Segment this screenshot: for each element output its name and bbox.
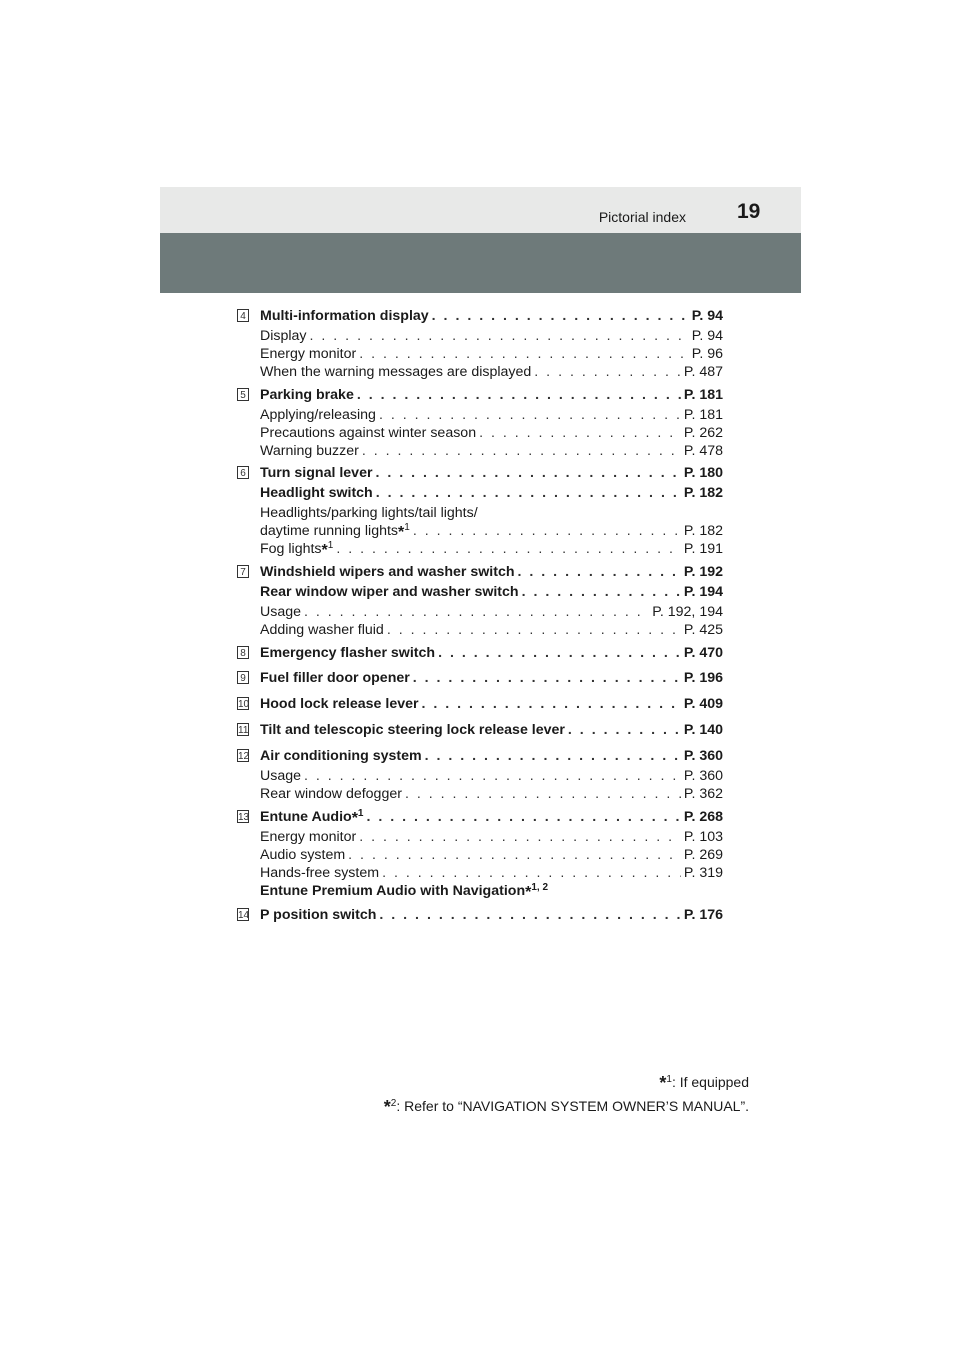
entry-label bbox=[260, 407, 376, 423]
entry-label-text: Hood lock release lever bbox=[260, 696, 419, 712]
header-dark-band bbox=[160, 233, 801, 293]
footnote-2 bbox=[384, 1097, 749, 1118]
leader-dots bbox=[357, 387, 681, 403]
leader-dots bbox=[382, 865, 681, 881]
page-reference: P. 360 bbox=[683, 748, 723, 764]
leader-dots bbox=[348, 847, 681, 863]
item-number-badge: 13 bbox=[238, 812, 250, 823]
entry-label bbox=[260, 670, 410, 686]
entry-label-text: Rear window wiper and washer switch bbox=[260, 584, 519, 600]
index-subentry bbox=[260, 829, 723, 847]
index-entry bbox=[260, 907, 723, 927]
leader-dots bbox=[304, 768, 681, 784]
index-entry bbox=[260, 883, 723, 903]
entry-label bbox=[260, 865, 379, 881]
entry-label-text: Entune Audio bbox=[260, 809, 352, 825]
entry-label bbox=[260, 645, 435, 661]
entry-label bbox=[260, 883, 548, 902]
leader-dots bbox=[438, 645, 681, 661]
index-subentry bbox=[260, 328, 723, 346]
entry-label bbox=[260, 722, 565, 738]
entry-label bbox=[260, 786, 402, 802]
entry-label-text: Turn signal lever bbox=[260, 465, 373, 481]
entry-label bbox=[260, 443, 359, 459]
index-entry bbox=[260, 564, 723, 584]
page-reference: P. 182 bbox=[683, 523, 723, 539]
index-entry bbox=[260, 308, 723, 328]
entry-label bbox=[260, 541, 333, 560]
entry-label bbox=[260, 364, 531, 380]
page-reference: P. 96 bbox=[691, 346, 723, 362]
entry-label bbox=[260, 465, 372, 481]
leader-dots bbox=[413, 523, 681, 539]
leader-dots bbox=[413, 670, 681, 686]
page-reference: P. 180 bbox=[683, 465, 723, 481]
index-entry bbox=[260, 696, 723, 716]
entry-label-text: daytime running lights bbox=[260, 523, 399, 539]
asterisk-icon: * bbox=[525, 884, 532, 901]
entry-label-text: Rear window defogger bbox=[260, 786, 402, 802]
item-number-badge: 6 bbox=[237, 466, 249, 479]
entry-label-text: Emergency flasher switch bbox=[260, 645, 436, 661]
footnote-1 bbox=[659, 1073, 749, 1094]
entry-label-text: Energy monitor bbox=[260, 346, 357, 362]
index-subentry bbox=[260, 407, 723, 425]
entry-label-text: Air conditioning system bbox=[260, 748, 422, 764]
entry-label-text: Usage bbox=[260, 768, 302, 784]
footnote-mark: 1 bbox=[666, 1074, 672, 1085]
entry-label-text: Adding washer fluid bbox=[260, 622, 384, 638]
entry-label bbox=[260, 829, 356, 845]
entry-label bbox=[260, 584, 519, 600]
leader-dots bbox=[518, 564, 681, 580]
entry-label-text: Energy monitor bbox=[260, 829, 357, 845]
page-reference: P. 181 bbox=[683, 387, 723, 403]
leader-dots bbox=[379, 907, 680, 923]
entry-label-text: Windshield wipers and washer switch bbox=[260, 564, 515, 580]
item-number-badge: 12 bbox=[238, 751, 250, 762]
index-subentry bbox=[260, 346, 723, 364]
leader-dots bbox=[375, 465, 680, 481]
page-reference: P. 425 bbox=[683, 622, 723, 638]
leader-dots bbox=[568, 722, 681, 738]
index-entry bbox=[260, 465, 723, 485]
index-entry bbox=[260, 387, 723, 407]
entry-label-text: P position switch bbox=[260, 907, 377, 923]
item-number-badge: 5 bbox=[237, 388, 249, 401]
entry-label bbox=[260, 485, 373, 501]
entry-label bbox=[260, 387, 354, 403]
asterisk-icon: * bbox=[321, 542, 328, 559]
entry-label-text: Entune Premium Audio with Navigation bbox=[260, 883, 526, 899]
index-entry bbox=[260, 748, 723, 768]
leader-dots bbox=[405, 786, 681, 802]
entry-label bbox=[260, 847, 345, 863]
leader-dots bbox=[522, 584, 681, 600]
leader-dots bbox=[379, 407, 681, 423]
page-reference: P. 194 bbox=[683, 584, 723, 600]
leader-dots bbox=[304, 604, 649, 620]
page-reference: P. 470 bbox=[683, 645, 723, 661]
footnote-ref: 1, 2 bbox=[531, 882, 549, 893]
leader-dots bbox=[425, 748, 681, 764]
leader-dots bbox=[432, 308, 689, 324]
index-subentry bbox=[260, 865, 723, 883]
entry-label-text: Multi-information display bbox=[260, 308, 429, 324]
entry-label-text: Display bbox=[260, 328, 307, 344]
page-reference: P. 409 bbox=[683, 696, 723, 712]
page-reference: P. 268 bbox=[683, 809, 723, 825]
footnote-ref: 1 bbox=[357, 808, 364, 819]
entry-label bbox=[260, 328, 307, 344]
item-number-badge: 11 bbox=[238, 725, 249, 736]
footnote-text: : If equipped bbox=[671, 1074, 749, 1090]
entry-label bbox=[260, 907, 376, 923]
entry-label bbox=[260, 768, 301, 784]
page-number: 19 bbox=[737, 200, 761, 223]
page-reference: P. 319 bbox=[683, 865, 723, 881]
asterisk-icon: * bbox=[659, 1073, 667, 1093]
page-reference: P. 192 bbox=[683, 564, 723, 580]
entry-label-text: Hands-free system bbox=[260, 865, 380, 881]
leader-dots bbox=[336, 541, 681, 557]
entry-label-text: Usage bbox=[260, 604, 302, 620]
index-entry bbox=[260, 670, 723, 690]
index-entry bbox=[260, 722, 723, 742]
entry-label bbox=[260, 809, 363, 828]
page-reference: P. 360 bbox=[683, 768, 723, 784]
entry-label-text: Applying/releasing bbox=[260, 407, 376, 423]
page-reference: P. 362 bbox=[683, 786, 723, 802]
entry-label-text: Parking brake bbox=[260, 387, 354, 403]
page-reference: P. 487 bbox=[683, 364, 723, 380]
asterisk-icon: * bbox=[383, 1097, 391, 1117]
item-number-badge: 14 bbox=[238, 910, 250, 921]
entry-label bbox=[260, 425, 476, 441]
leader-dots bbox=[479, 425, 681, 441]
page-reference: P. 191 bbox=[683, 541, 723, 557]
leader-dots bbox=[362, 443, 681, 459]
leader-dots bbox=[366, 809, 680, 825]
footnote-ref: 1 bbox=[327, 540, 334, 551]
section-title: Pictorial index bbox=[598, 209, 686, 225]
entry-label-text: When the warning messages are displayed bbox=[260, 364, 532, 380]
page-reference: P. 478 bbox=[683, 443, 723, 459]
page-reference: P. 196 bbox=[683, 670, 723, 686]
entry-label bbox=[260, 505, 478, 521]
index-subentry bbox=[260, 425, 723, 443]
index-subentry bbox=[260, 364, 723, 382]
entry-label-text: Headlight switch bbox=[260, 485, 373, 501]
index-subentry bbox=[260, 541, 723, 559]
entry-label bbox=[260, 308, 429, 324]
entry-label bbox=[260, 346, 356, 362]
entry-label bbox=[260, 604, 301, 620]
index-entry bbox=[260, 485, 723, 505]
entry-label-text: Precautions against winter season bbox=[260, 425, 477, 441]
page-reference: P. 181 bbox=[683, 407, 723, 423]
entry-label-text: Warning buzzer bbox=[260, 443, 359, 459]
page-reference: P. 262 bbox=[683, 425, 723, 441]
entry-label-text: Headlights/parking lights/tail lights/ bbox=[260, 505, 478, 521]
page-reference: P. 94 bbox=[691, 328, 723, 344]
leader-dots bbox=[359, 346, 689, 362]
footnote-text: : Refer to “NAVIGATION SYSTEM OWNER’S MANUAL”. bbox=[396, 1098, 749, 1114]
index-entry bbox=[260, 584, 723, 604]
leader-dots bbox=[534, 364, 681, 380]
item-number-badge: 10 bbox=[238, 699, 250, 710]
page-reference: P. 176 bbox=[683, 907, 723, 923]
entry-label-text: Tilt and telescopic steering lock release lever bbox=[260, 722, 565, 738]
page-reference: P. 103 bbox=[683, 829, 723, 845]
entry-label-text: Fog lights bbox=[260, 541, 322, 557]
footnote-mark: 2 bbox=[390, 1098, 397, 1109]
index-subentry bbox=[260, 523, 723, 541]
item-number-badge: 8 bbox=[237, 646, 249, 659]
index-subentry bbox=[260, 847, 723, 865]
entry-label-text: Audio system bbox=[260, 847, 346, 863]
page-reference: P. 192, 194 bbox=[652, 604, 723, 620]
footnote-ref: 1 bbox=[404, 522, 410, 533]
index-subentry bbox=[260, 443, 723, 461]
entry-label bbox=[260, 696, 419, 712]
item-number-badge: 9 bbox=[237, 671, 249, 684]
entry-label bbox=[260, 523, 410, 542]
leader-dots bbox=[310, 328, 689, 344]
asterisk-icon: * bbox=[398, 524, 405, 541]
index-entry bbox=[260, 809, 723, 829]
index-subentry bbox=[260, 604, 723, 622]
page-reference: P. 94 bbox=[691, 308, 723, 324]
entry-label-text: Fuel filler door opener bbox=[260, 670, 410, 686]
leader-dots bbox=[387, 622, 681, 638]
index-entry bbox=[260, 645, 723, 665]
leader-dots bbox=[359, 829, 681, 845]
index-subentry bbox=[260, 786, 723, 804]
index-subentry bbox=[260, 505, 723, 523]
asterisk-icon: * bbox=[351, 810, 358, 827]
leader-dots bbox=[422, 696, 681, 712]
index-subentry bbox=[260, 622, 723, 640]
page-reference: P. 269 bbox=[683, 847, 723, 863]
entry-label bbox=[260, 622, 384, 638]
leader-dots bbox=[376, 485, 681, 501]
page-reference: P. 182 bbox=[683, 485, 723, 501]
header-band bbox=[160, 187, 801, 233]
item-number-badge: 7 bbox=[237, 565, 249, 578]
index-subentry bbox=[260, 768, 723, 786]
item-number-badge: 4 bbox=[237, 309, 249, 322]
entry-label bbox=[260, 748, 422, 764]
entry-label bbox=[260, 564, 515, 580]
page-reference: P. 140 bbox=[683, 722, 723, 738]
